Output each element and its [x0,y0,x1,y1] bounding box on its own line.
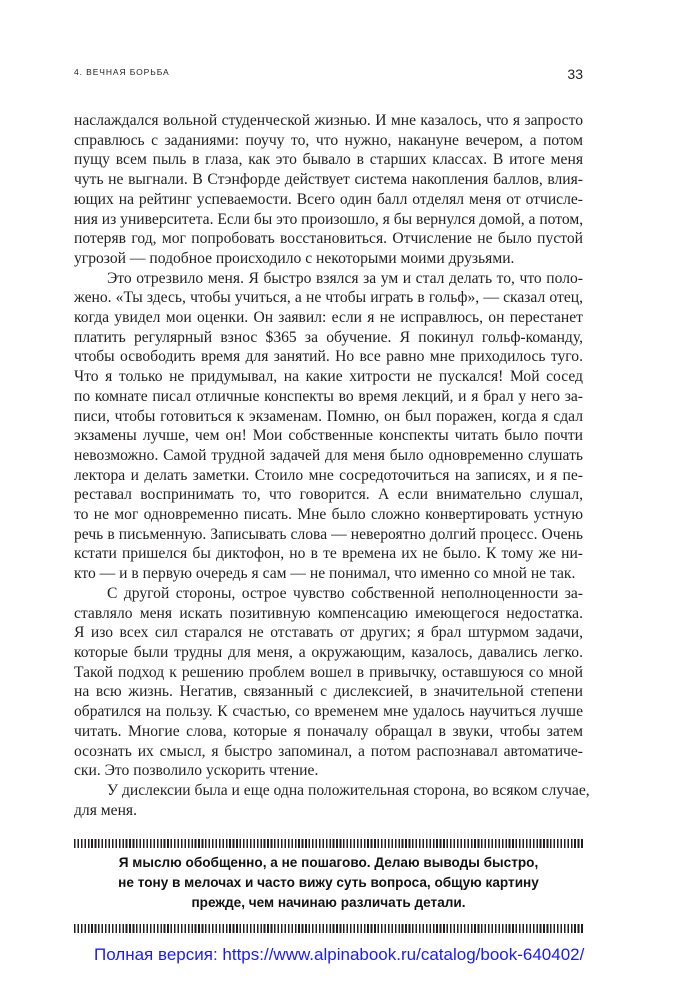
text-line: для меня. [74,801,137,819]
text-line: ски. Это позволило ускорить чтение. [74,762,319,780]
text-line: ставляло меня искать позитивную компенсацию имеющегося недостатка. [74,604,583,622]
text-line: читать. Многие слова, которые я поначалу обращал в звуки, чтобы затем [74,722,583,740]
text-line: по комнате писал отличные конспекты во время лекций, и я брал у него за- [74,387,583,405]
text-line: наслаждался вольной студенческой жизнью. И мне казалось, что я запросто [74,112,583,129]
text-line: ния из университета. Если бы это произошло, я бы вернулся домой, а потом, [74,210,584,228]
text-line: чтобы освободить время для занятий. Но все равно мне приходилось туго. [74,348,583,366]
text-line: экзамены лучше, чем он! Мои собственные конспекты читать было почти [74,427,583,445]
text-line: кто — и в первую очередь я сам — не понимал, что именно со мной не так. [74,565,576,583]
text-line: пущу всем пыль в глаза, как это бывало в старших классах. В итоге меня [74,151,583,169]
text-line: кстати пришелся бы диктофон, но в те времена их не было. К тому же ни- [74,545,583,563]
pull-quote [74,853,583,913]
running-head: 4. ВЕЧНАЯ БОРЬБА [74,67,170,77]
text-line: лектора и делать заметки. Стоило мне сосредоточиться на записях, и я пе- [74,466,583,484]
text-line: угрозой — подобное происходило с некоторыми моими друзьями. [74,249,515,267]
text-line: реставал воспринимать то, что говорится. А если внимательно слушал, [74,486,583,504]
quote-divider-bottom [74,924,583,933]
text-line: невозможно. Самой трудной задачей для меня было одновременно слушать [74,446,583,464]
text-line: которые были трудны для меня, а окружающим, казалось, давались легко. [74,643,583,661]
text-line: Что я только не придумывал, на какие хитрости не пускался! Мой сосед [74,368,583,386]
quote-line: Я мыслю обобщенно, а не пошагово. Делаю выводы быстро, [118,855,539,870]
text-line: потеряв год, мог попробовать восстановиться. Отчисление не было пустой [74,230,583,248]
quote-line: не тону в мелочах и часто вижу суть вопроса, общую картину [118,875,539,890]
text-line: осознать их смысл, я быстро запоминал, а потом распознавал автоматиче- [74,742,583,760]
paragraph [74,269,583,584]
text-line: платить регулярный взнос $365 за обучение. Я покинул гольф-команду, [74,328,583,346]
quote-line: прежде, чем начинаю различать детали. [191,895,466,910]
text-line: обратился на пользу. К счастью, со временем мне удалось научиться лучше [74,703,583,721]
text-line: Это отрезвило меня. Я быстро взялся за ум и стал делать то, что поло- [107,269,583,287]
text-line: справлюсь с заданиями: поучу то, что нужно, накануне вечером, а потом [74,131,583,149]
text-line: речь в письменную. Записывать слова — невероятно долгий процесс. Очень [74,525,583,543]
text-line: на всю жизнь. Негатив, связанный с дислексией, в значительной степени [74,683,583,701]
text-line: Я изо всех сил старался не отставать от других; я брал штурмом задачи, [74,624,583,642]
paragraph [74,111,583,269]
page-number: 33 [567,66,583,82]
quote-divider-top [74,839,583,848]
text-line: У дислексии была и еще одна положительная сторона, во всяком случае, [107,781,590,799]
text-line: Такой подход к решению проблем вошел в привычку, оставшуюся со мной [74,663,583,681]
full-version-link[interactable]: Полная версия: https://www.alpinabook.ru/catalog/book-640402/ [94,945,585,964]
text-line: когда увидел мои оценки. Он заявил: если я не исправлюсь, он перестанет [74,309,583,327]
text-line: чуть не выгнали. В Стэнфорде действует система накопления баллов, влия- [74,171,583,189]
text-line: С другой стороны, острое чувство собственной неполноценности за- [107,584,583,602]
paragraph [74,584,583,781]
text-line: писи, чтобы готовиться к экзаменам. Помню, он был поражен, когда я сдал [74,407,583,425]
text-line: ющих на рейтинг успеваемости. Всего один балл отделял меня от отчисле- [74,190,583,208]
text-line: то не мог одновременно писать. Мне было сложно конвертировать устную [74,506,583,524]
paragraph [74,781,590,820]
text-line: жено. «Ты здесь, чтобы учиться, а не чтобы играть в гольф», — сказал отец, [74,289,583,307]
body-text [74,111,590,820]
